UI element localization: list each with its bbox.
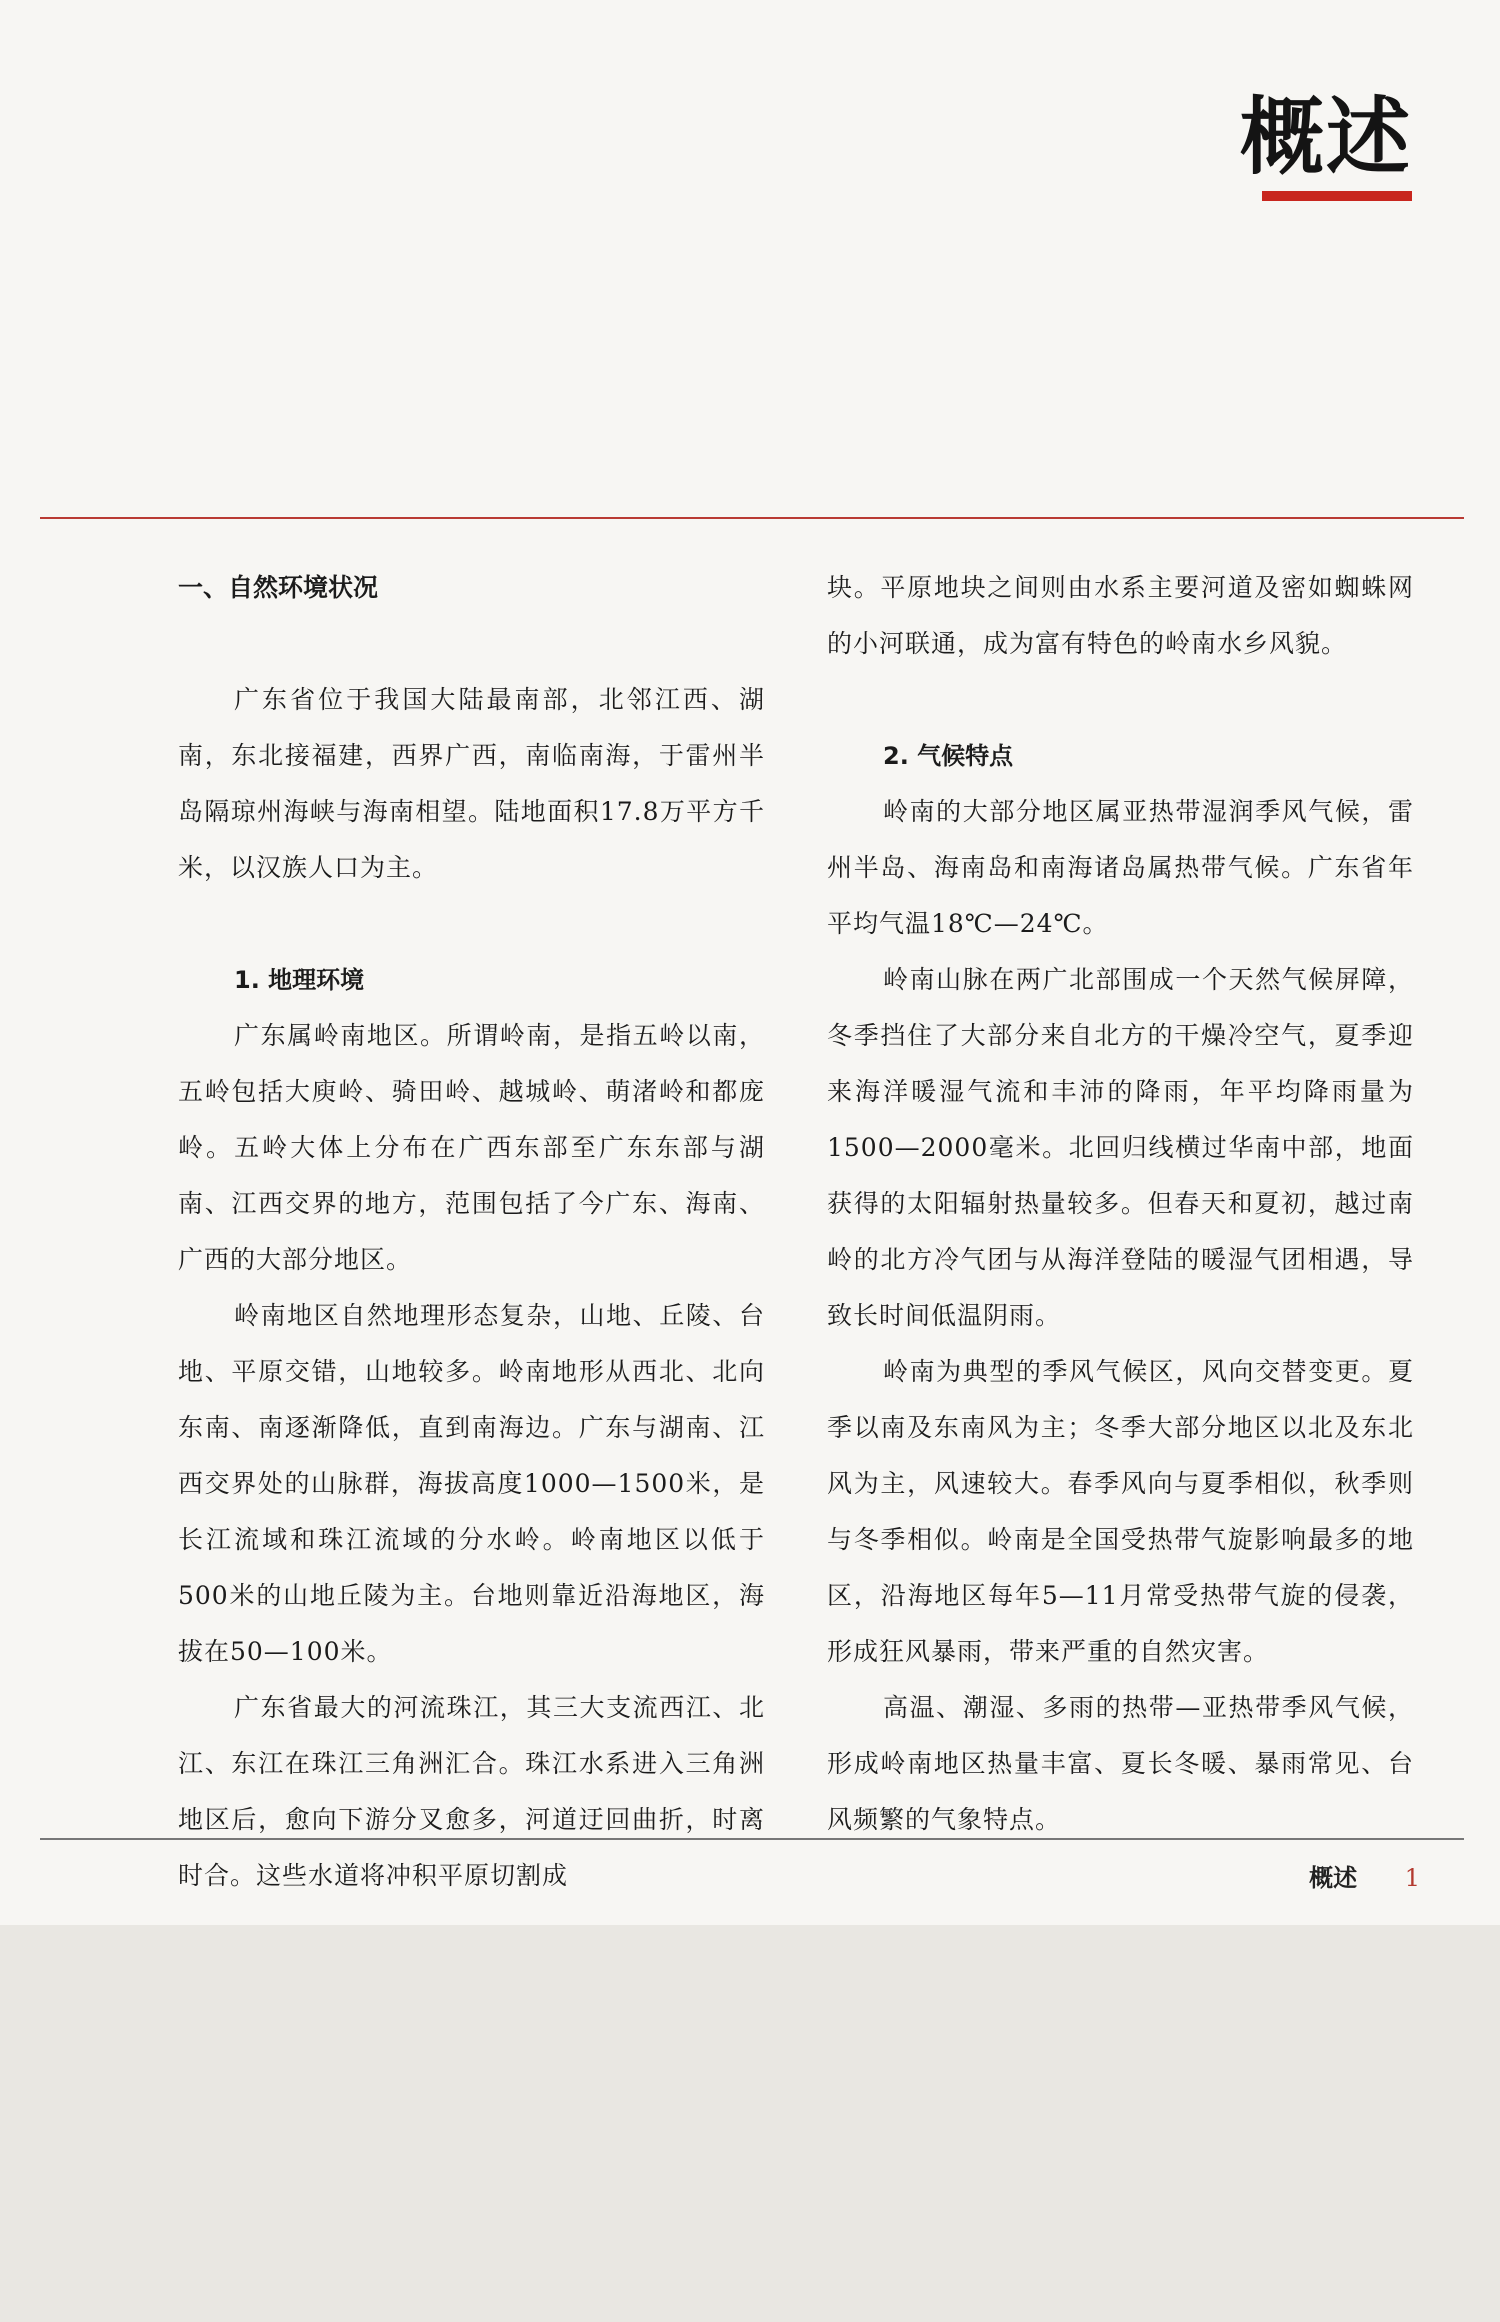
underlying-page-edge xyxy=(0,1925,1500,2322)
paragraph: 高温、潮湿、多雨的热带—亚热带季风气候，形成岭南地区热量丰富、夏长冬暖、暴雨常见、台风频繁的气象特点。 xyxy=(827,1693,1414,1834)
chapter-title: 概述 xyxy=(1239,88,1412,186)
paragraph: 岭南山脉在两广北部围成一个天然气候屏障，冬季挡住了大部分来自北方的干燥冷空气，夏季迎来海洋暖湿气流和丰沛的降雨，年平均降雨量为1500—2000毫米。北回归线横过华南中部，地面获得的太阳辐射热量较多。但春天和夏初，越过南岭的北方冷气团与从海洋登陆的暖湿气团相遇，导致长时间低温阴雨。 xyxy=(827,965,1414,1330)
paragraph: 广东省最大的河流珠江，其三大支流西江、北江、东江在珠江三角洲汇合。珠江水系进入三角洲地区后，愈向下游分叉愈多，河道迂回曲折，时离时合。这些水道将冲积平原切割成 xyxy=(178,1693,765,1890)
subheading-climate: 2. 气候特点 xyxy=(883,742,1014,770)
intro-paragraph: 广东省位于我国大陆最南部，北邻江西、湖南，东北接福建，西界广西，南临南海，于雷州半岛隔琼州海峡与海南相望。陆地面积17.8万平方千米，以汉族人口为主。 xyxy=(178,685,765,882)
section-heading: 一、自然环境状况 xyxy=(178,573,379,602)
bottom-divider xyxy=(40,1838,1464,1840)
spacer xyxy=(178,896,765,952)
left-column xyxy=(178,560,765,1904)
page-footer xyxy=(1309,1858,1420,1893)
paragraph: 岭南为典型的季风气候区，风向交替变更。夏季以南及东南风为主；冬季大部分地区以北及东北风为主，风速较大。春季风向与夏季相似，秋季则与冬季相似。岭南是全国受热带气旋影响最多的地区，沿海地区每年5—11月常受热带气旋的侵袭，形成狂风暴雨，带来严重的自然灾害。 xyxy=(827,1357,1414,1666)
spacer xyxy=(827,672,1414,728)
right-column xyxy=(827,560,1414,1848)
continued-paragraph: 块。平原地块之间则由水系主要河道及密如蜘蛛网的小河联通，成为富有特色的岭南水乡风貌。 xyxy=(827,573,1414,658)
subheading-geography: 1. 地理环境 xyxy=(234,966,365,994)
page-number: 1 xyxy=(1404,1864,1420,1892)
paragraph: 岭南地区自然地理形态复杂，山地、丘陵、台地、平原交错，山地较多。岭南地形从西北、北向东南、南逐渐降低，直到南海边。广东与湖南、江西交界处的山脉群，海拔高度1000—1500米，是长江流域和珠江流域的分水岭。岭南地区以低于500米的山地丘陵为主。台地则靠近沿海地区，海拔在50—100米。 xyxy=(178,1301,765,1666)
title-underline xyxy=(1262,191,1412,201)
paragraph: 广东属岭南地区。所谓岭南，是指五岭以南，五岭包括大庾岭、骑田岭、越城岭、萌渚岭和都庞岭。五岭大体上分布在广西东部至广东东部与湖南、江西交界的地方，范围包括了今广东、海南、广西的大部分地区。 xyxy=(178,1021,765,1274)
top-divider xyxy=(40,517,1464,519)
running-title: 概述 xyxy=(1309,1864,1358,1892)
paragraph: 岭南的大部分地区属亚热带湿润季风气候，雷州半岛、海南岛和南海诸岛属热带气候。广东省年平均气温18℃—24℃。 xyxy=(827,797,1414,938)
chapter-title-block xyxy=(1239,88,1412,201)
